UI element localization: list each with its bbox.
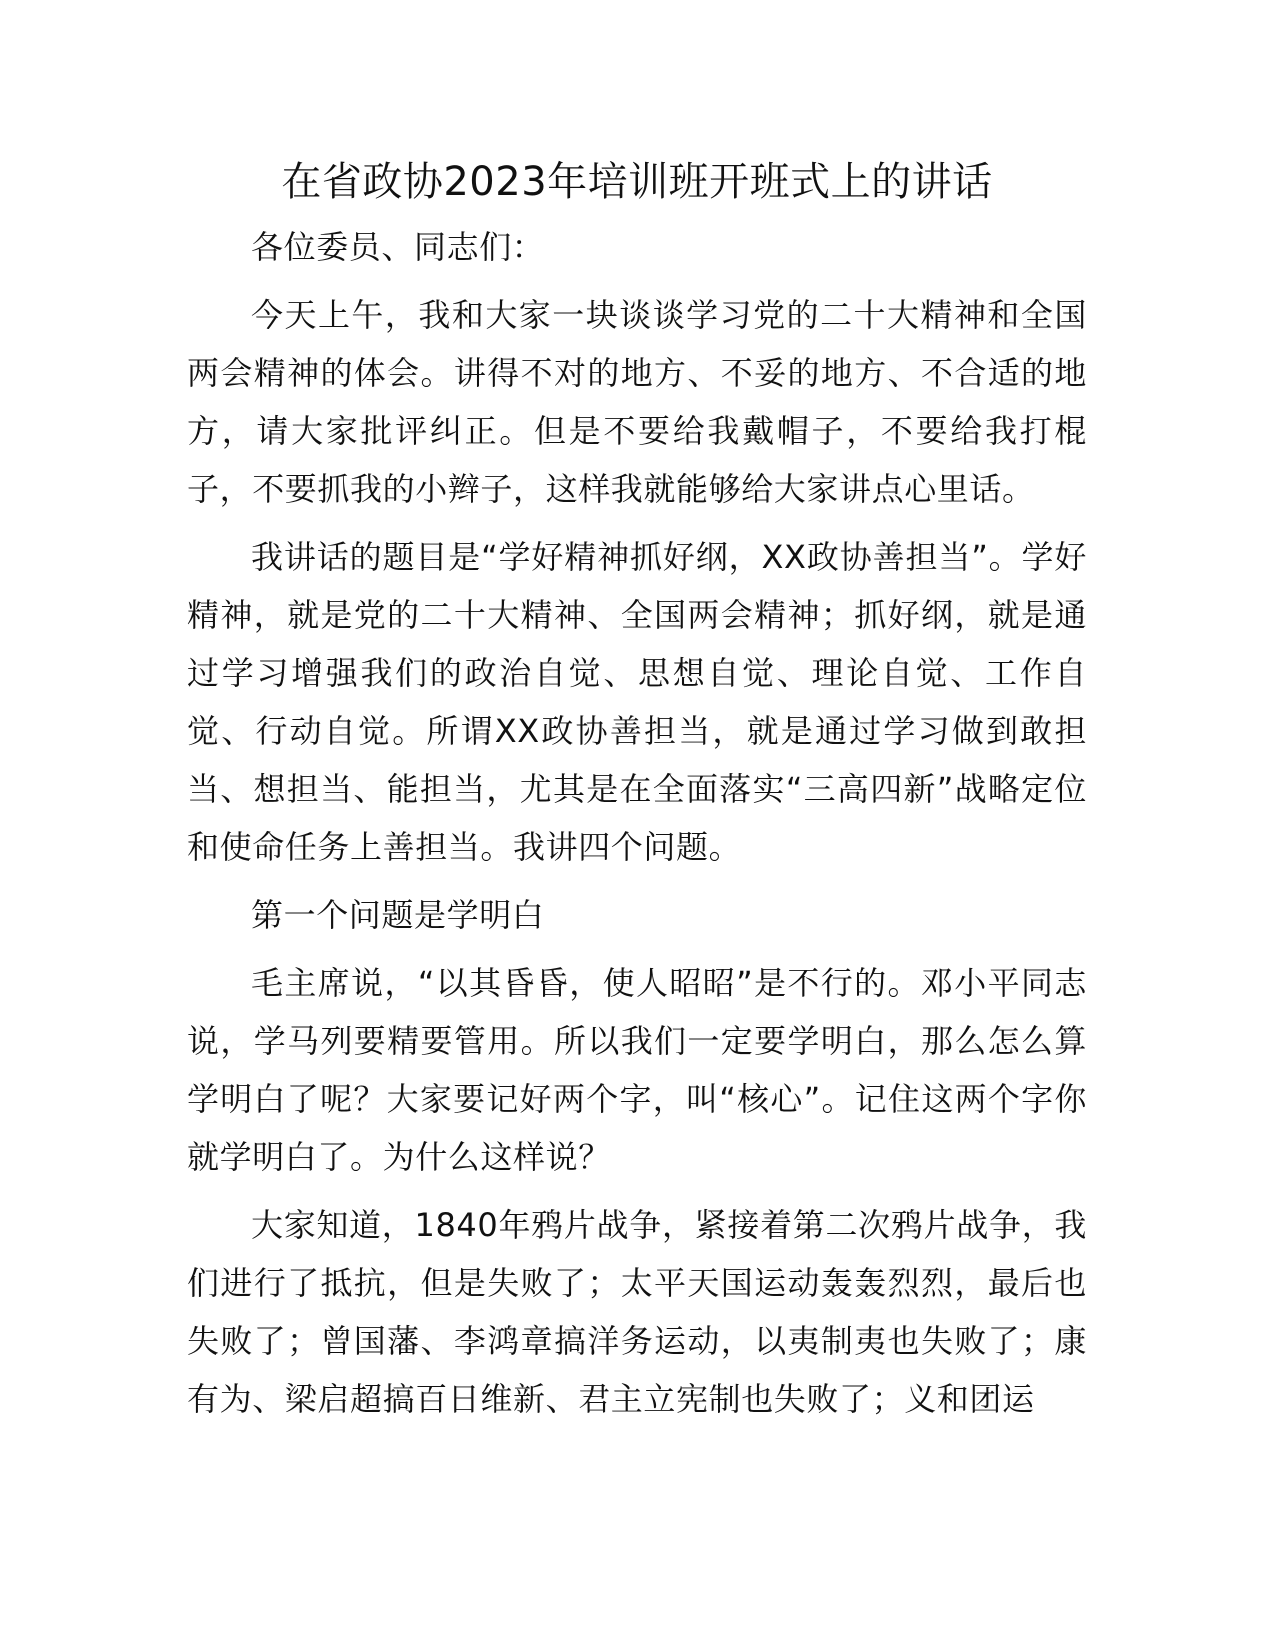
paragraph-section-2: 大家知道，1840年鸦片战争，紧接着第二次鸦片战争，我们进行了抵抗，但是失败了；太平天国运动轰轰烈烈，最后也失败了；曾国藩、李鸿章搞洋务运动，以夷制夷也失败了；康有为、梁启超搞百日维新、君主立宪制也失败了；义和团运 [187, 1206, 1087, 1418]
paragraph-intro: 今天上午，我和大家一块谈谈学习党的二十大精神和全国两会精神的体会。讲得不对的地方、不妥的地方、不合适的地方，请大家批评纠正。但是不要给我戴帽子，不要给我打棍子，不要抓我的小辫子，这样我就能够给大家讲点心里话。 [187, 296, 1087, 508]
document-title: 在省政协2023年培训班开班式上的讲话 [281, 159, 993, 205]
paragraph-topic: 我讲话的题目是“学好精神抓好纲，XX政协善担当”。学好精神，就是党的二十大精神、全国两会精神；抓好纲，就是通过学习增强我们的政治自觉、思想自觉、理论自觉、工作自觉、行动自觉。所谓XX政协善担当，就是通过学习做到敢担当、想担当、能担当，尤其是在全面落实“三高四新”战略定位和使命任务上善担当。我讲四个问题。 [187, 538, 1087, 866]
salutation: 各位委员、同志们： [251, 228, 545, 266]
document-body [187, 148, 1087, 1428]
paragraph-section-1: 毛主席说，“以其昏昏，使人昭昭”是不行的。邓小平同志说，学马列要精要管用。所以我们一定要学明白，那么怎么算学明白了呢？大家要记好两个字，叫“核心”。记住这两个字你就学明白了。为什么这样说？ [187, 964, 1087, 1176]
section-heading: 第一个问题是学明白 [251, 896, 545, 934]
